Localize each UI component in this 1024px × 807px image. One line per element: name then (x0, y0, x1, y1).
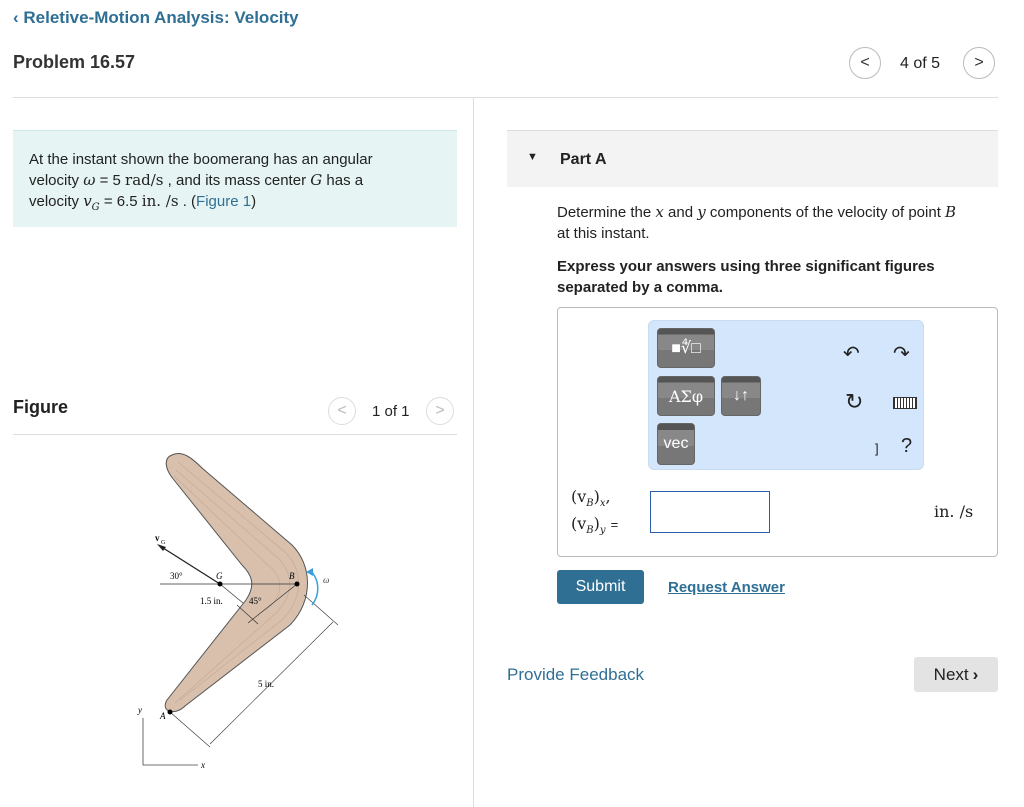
svg-text:A: A (160, 711, 166, 721)
submit-button[interactable]: Submit (557, 570, 644, 604)
column-divider (473, 98, 474, 807)
svg-text:B: B (289, 571, 295, 581)
chevron-left-icon: < (337, 402, 347, 419)
problem-title: Problem 16.57 (13, 52, 136, 72)
figure-link[interactable]: Figure 1 (196, 193, 252, 210)
problem-pager: 4 of 5 (900, 55, 941, 72)
svg-text:G: G (216, 571, 223, 581)
prev-figure-button[interactable] (328, 397, 356, 425)
svg-text:30°: 30° (170, 571, 183, 581)
next-figure-button[interactable] (426, 397, 454, 425)
back-link[interactable]: ‹ Reletive-Motion Analysis: Velocity (13, 8, 299, 27)
boomerang-shape (165, 453, 307, 711)
omega-arrow-icon (310, 570, 318, 605)
prev-problem-button[interactable] (849, 47, 881, 79)
keyboard-icon[interactable] (893, 397, 917, 409)
undo-icon[interactable]: ↶ (843, 343, 860, 365)
axes (143, 718, 198, 765)
redo-icon[interactable]: ↷ (893, 343, 910, 365)
svg-text:5 in.: 5 in. (258, 679, 275, 689)
fraction-root-icon: ■∜□ (671, 340, 701, 357)
svg-text:v: v (155, 533, 160, 543)
answer-label: $(v_B)_x$, $(v_B)_y$ = (571, 487, 619, 537)
figure-pager: 1 of 1 (372, 403, 410, 420)
svg-text:x: x (201, 760, 205, 770)
bracket-icon[interactable]: ] (875, 441, 879, 456)
svg-text:45°: 45° (249, 596, 262, 606)
figure-heading: Figure (13, 397, 69, 417)
boomerang-figure (130, 450, 360, 780)
template-button[interactable] (657, 328, 715, 368)
provide-feedback-link[interactable]: Provide Feedback (507, 665, 645, 684)
help-icon[interactable]: ? (901, 435, 913, 457)
next-button[interactable]: Next › (914, 657, 998, 692)
chevron-left-icon: < (860, 54, 870, 71)
vec-button[interactable]: vec (657, 423, 695, 465)
caret-down-icon: ▼ (527, 151, 538, 163)
next-problem-button[interactable] (963, 47, 995, 79)
greek-button[interactable]: ΑΣφ (657, 376, 715, 416)
question-text: Determine the x and y components of the velocity of point B at this instant. (557, 203, 957, 242)
svg-text:1.5 in.: 1.5 in. (200, 596, 223, 606)
math-toolbar (648, 320, 924, 470)
chevron-right-icon: > (974, 54, 984, 71)
velocity-vector (160, 546, 220, 584)
arrows-button[interactable]: ↓↑ (721, 376, 761, 416)
svg-text:G: G (161, 540, 166, 546)
chevron-right-icon: > (435, 402, 445, 419)
divider (13, 97, 998, 98)
instructions: Express your answers using three significant figures separated by a comma. (557, 258, 935, 296)
answer-unit: in. /s (934, 502, 974, 521)
chevron-left-icon: ‹ (13, 8, 24, 27)
problem-statement: At the instant shown the boomerang has an angular velocity ω = 5 rad/s , and its mass center G has a velocity $v_G = 6.5$ in. /s . (Figure 1) (13, 130, 457, 227)
part-a-header[interactable]: ▼ Part A (507, 130, 998, 187)
svg-text:y: y (138, 705, 142, 715)
request-answer-link[interactable]: Request Answer (668, 579, 785, 596)
chevron-right-icon: › (972, 664, 979, 684)
reset-icon[interactable]: ↻ (845, 389, 864, 414)
answer-input[interactable] (650, 491, 770, 533)
divider (13, 434, 457, 435)
svg-text:ω: ω (323, 575, 330, 585)
